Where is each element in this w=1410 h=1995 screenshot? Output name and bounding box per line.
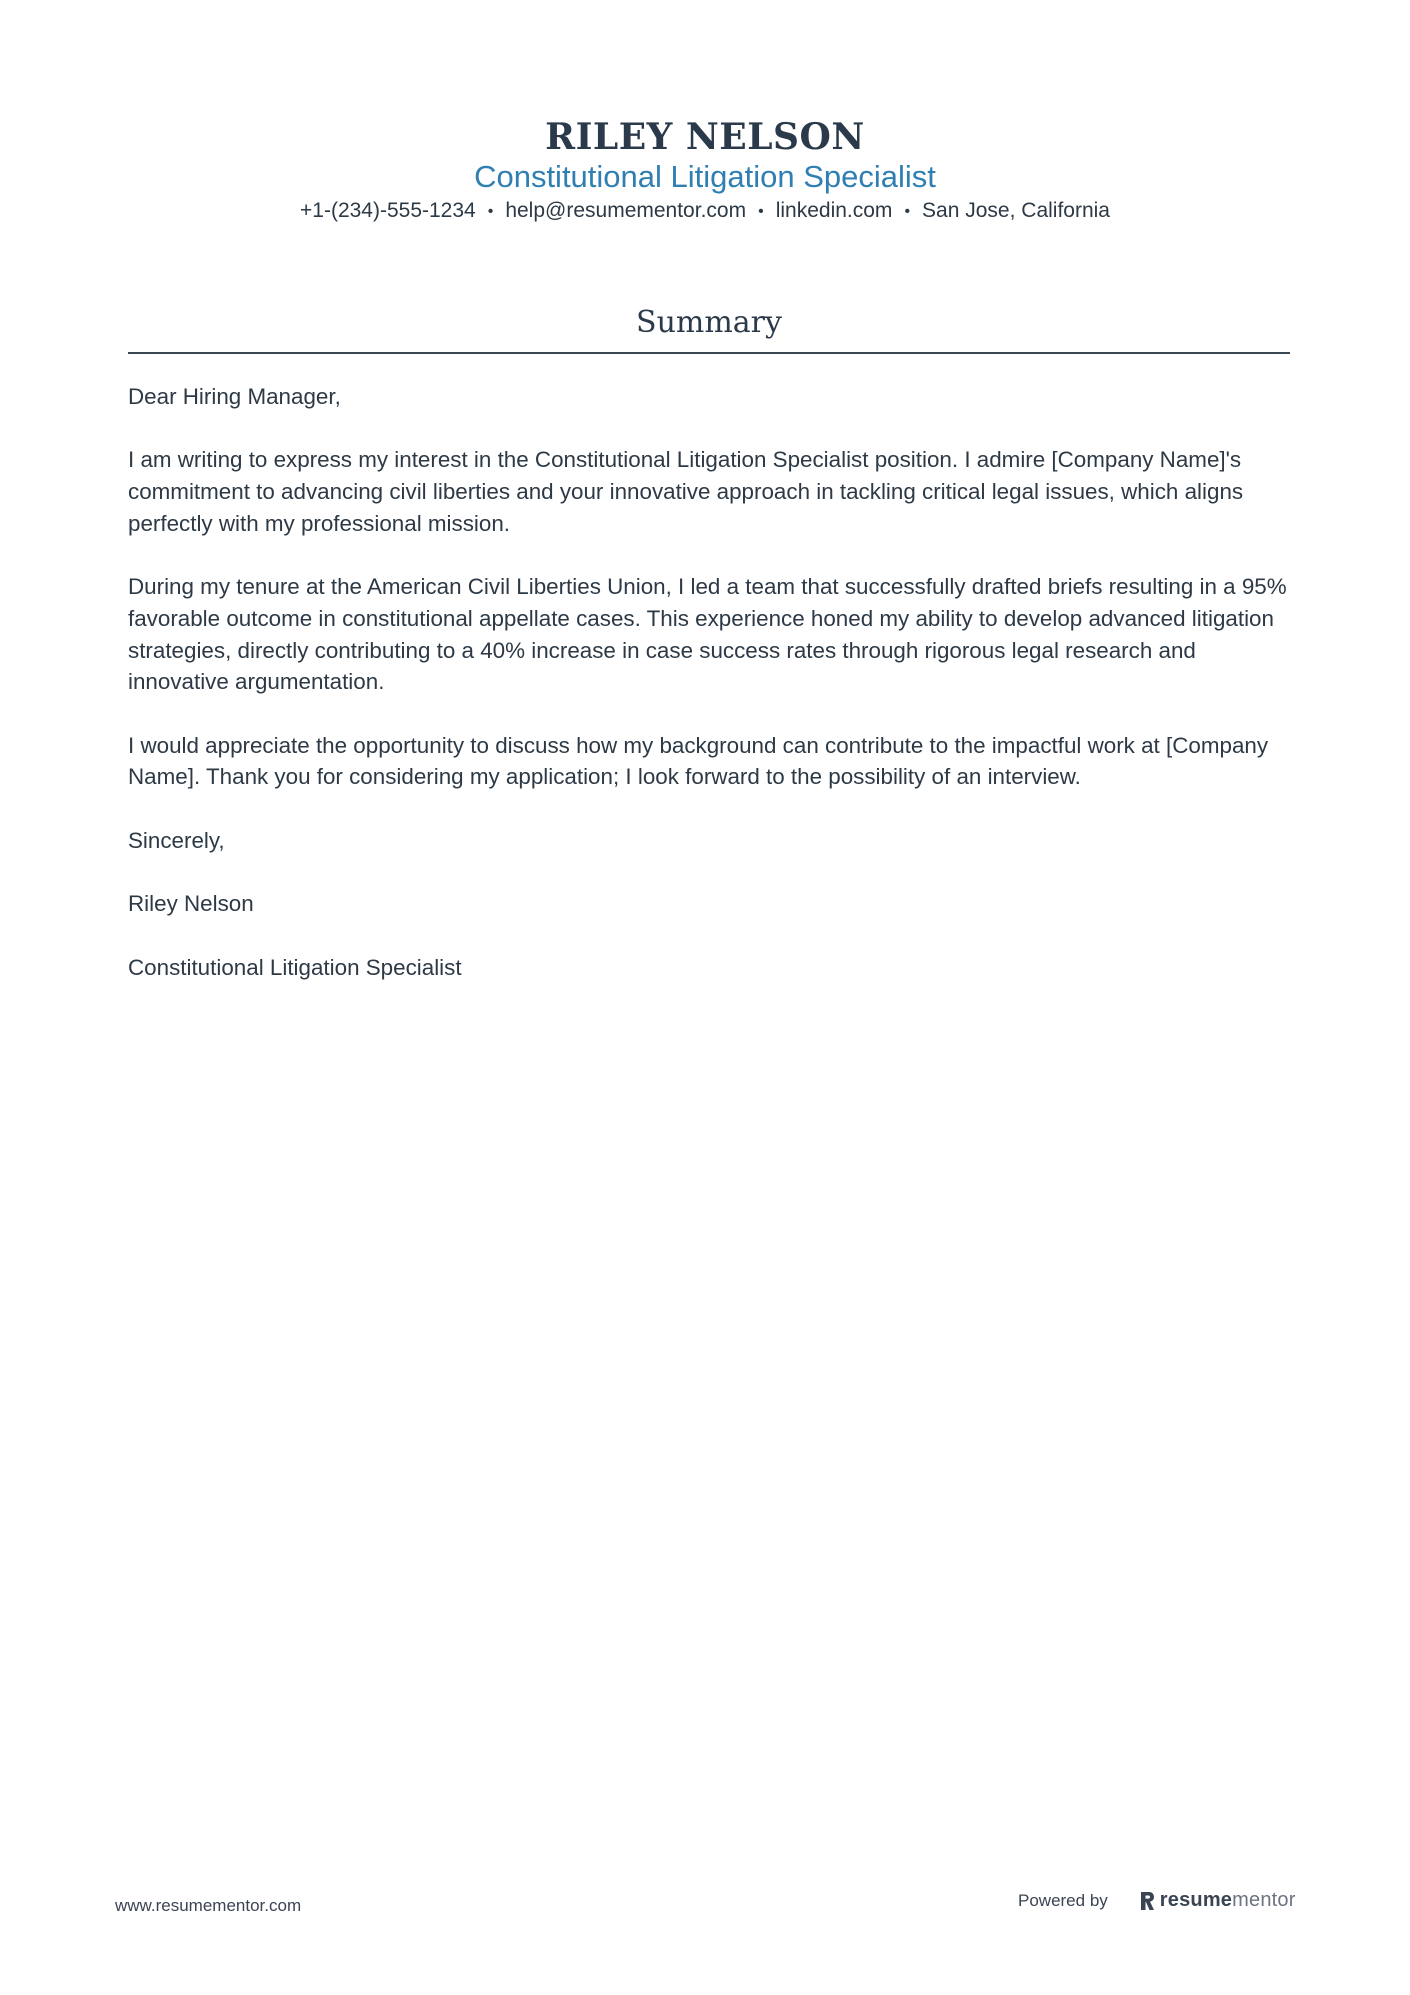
logo-wordmark-bold: resume (1159, 1889, 1233, 1911)
logo-wordmark-light: mentor (1232, 1889, 1296, 1911)
salutation: Dear Hiring Manager, (128, 384, 341, 409)
section-divider (128, 352, 1290, 354)
letter-paragraph: I would appreciate the opportunity to discuss how my background can contribute to the impactful work at [Company Name]. Thank you for considering my application; I look forward to the possibility of an interview. (128, 732, 1269, 790)
footer-branding (1018, 1889, 1296, 1912)
candidate-name: RILEY NELSON (545, 116, 865, 158)
letter-body (128, 381, 1290, 1015)
separator-dot: • (758, 203, 764, 220)
resumementor-logo-icon (1138, 1890, 1156, 1912)
footer-website[interactable]: www.resumementor.com (115, 1896, 302, 1915)
separator-dot: • (904, 203, 911, 220)
section-title-summary: Summary (636, 305, 782, 340)
contact-email[interactable]: help@resumementor.com (505, 199, 747, 222)
header (0, 114, 1410, 227)
signature-name: Riley Nelson (128, 891, 254, 917)
candidate-title: Constitutional Litigation Specialist (474, 159, 936, 194)
separator-dot: • (487, 203, 494, 220)
letter-paragraph: During my tenure at the American Civil Liberties Union, I led a team that successfully drafted briefs resulting in a 95% favorable outcome in constitutional appellate cases. This experience honed my ability to develop advanced litigation strategies, directly contributing to a 40% increase in case success rates through rigorous legal research and innovative argumentation. (128, 574, 1287, 695)
contact-location: San Jose, California (922, 199, 1110, 222)
closing: Sincerely, (128, 827, 225, 853)
signature-title: Constitutional Litigation Specialist (128, 954, 462, 980)
powered-by-label: Powered by (1018, 1890, 1108, 1910)
logo-wordmark (1160, 1889, 1296, 1912)
contact-phone: +1-(234)-555-1234 (300, 199, 476, 222)
contact-linkedin[interactable]: linkedin.com (775, 199, 893, 222)
contact-line (0, 196, 1410, 227)
resumementor-logo[interactable] (1138, 1889, 1296, 1912)
letter-paragraph: I am writing to express my interest in the Constitutional Litigation Specialist position. I admire [Company Name]'s commitment to advancing civil liberties and your innovative approach in tackling critical legal issues, which aligns perfectly with my professional mission. (128, 447, 1244, 536)
